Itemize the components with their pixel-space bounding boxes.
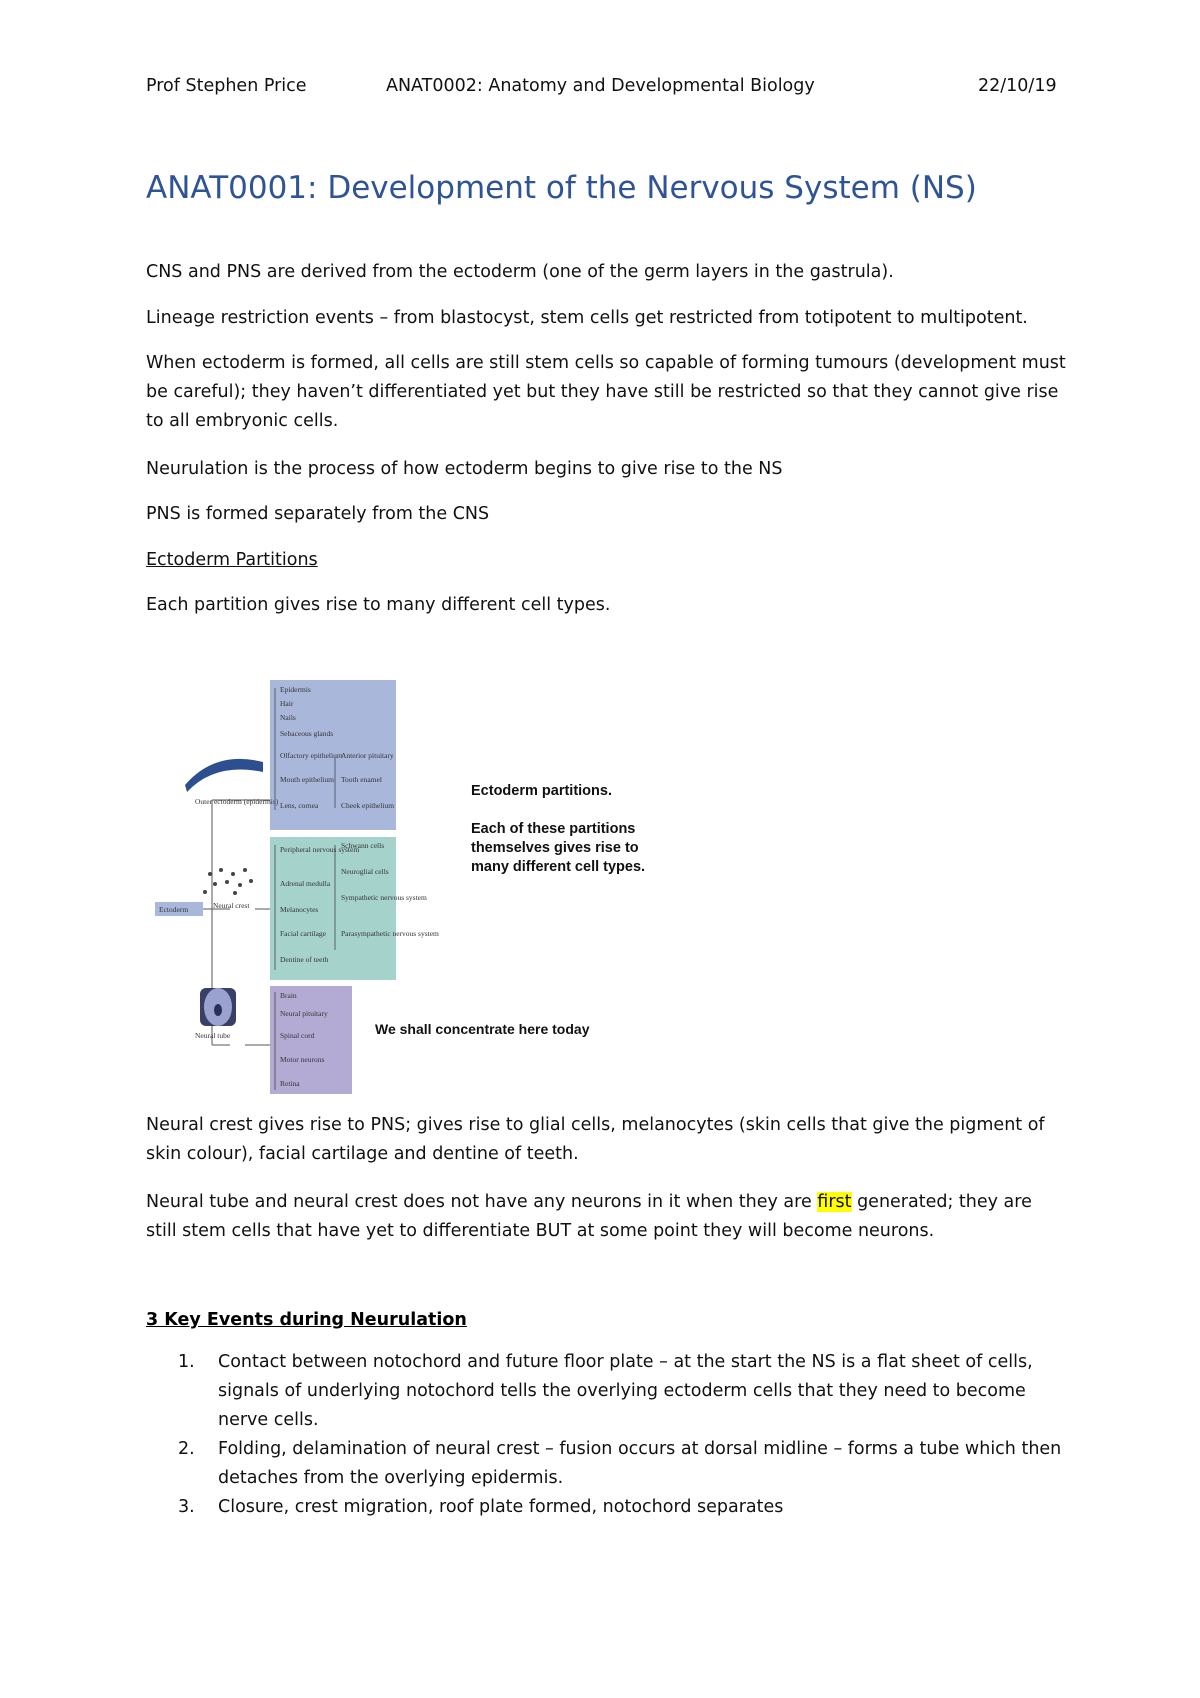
crest-sub-item: Parasympathetic nervous system (341, 929, 439, 938)
crest-item: Adrenal medulla (280, 879, 331, 888)
paragraph-pns-formed: PNS is formed separately from the CNS (146, 504, 490, 524)
outer-sub-item: Cheek epithelium (341, 801, 395, 810)
root-label: Ectoderm (159, 905, 189, 914)
outer-item: Mouth epithelium (280, 775, 334, 784)
list-text: Folding, delamination of neural crest – fusion occurs at dorsal midline – forms a tube which then detaches from the overlying epidermis. (218, 1439, 1062, 1488)
outer-sub-item: Anterior pituitary (341, 751, 394, 760)
outer-item: Lens, cornea (280, 801, 319, 810)
list-number: 2. (178, 1439, 195, 1459)
outer-item: Epidermis (280, 685, 311, 694)
epidermis-sheet-shape (185, 759, 263, 792)
subheading-ectoderm-partitions: Ectoderm Partitions (146, 550, 318, 570)
paragraph-partitions: Each partition gives rise to many different cell types. (146, 595, 611, 615)
figure-caption-body: Each of these partitions themselves gives rise to many different cell types. (471, 821, 646, 875)
outer-item: Olfactory epithelium (280, 751, 343, 760)
list-text: Contact between notochord and future floor plate – at the start the NS is a flat sheet of cells, signals of underlying notochord tells the overlying ectoderm cells that they need to become nerve cells. (218, 1352, 1033, 1430)
paragraph-neural-crest: Neural crest gives rise to PNS; gives rise to glial cells, melanocytes (skin cells that give the pigment of skin colour), facial cartilage and dentine of teeth. (146, 1115, 1045, 1164)
list-text: Closure, crest migration, roof plate formed, notochord separates (218, 1497, 784, 1517)
outer-sub-item: Tooth enamel (341, 775, 382, 784)
outer-item: Sebaceous glands (280, 729, 334, 738)
numbered-list (146, 1348, 1076, 1522)
neural-tube-box (270, 986, 352, 1094)
tube-item: Retina (280, 1079, 300, 1088)
neural-crest-cells-shape (203, 868, 253, 895)
crest-item: Melanocytes (280, 905, 319, 914)
branch-outer-label: Outer ectoderm (epidermis) (195, 797, 279, 806)
branch-tube-label: Neural tube (195, 1031, 231, 1040)
crest-sub-item: Schwann cells (341, 841, 385, 850)
list-item (146, 1493, 1076, 1522)
list-item (146, 1435, 1076, 1493)
branch-crest-label: Neural crest (213, 901, 250, 910)
list-number: 3. (178, 1497, 195, 1517)
header-author: Prof Stephen Price (146, 76, 307, 96)
header-date: 22/10/19 (978, 76, 1057, 96)
tube-item: Motor neurons (280, 1055, 325, 1064)
list-number: 1. (178, 1352, 195, 1372)
tube-item: Neural pituitary (280, 1009, 328, 1018)
crest-item: Peripheral nervous system (280, 845, 360, 854)
highlighted-word: first (817, 1192, 852, 1212)
paragraph-lineage: Lineage restriction events – from blastocyst, stem cells get restricted from totipotent to multipotent. (146, 308, 1028, 328)
neural-tube-text-b: generated; they are still stem cells that have yet to differentiate BUT at some point they will become neurons. (146, 1192, 1032, 1241)
outer-item: Nails (280, 713, 296, 722)
paragraph-ectoderm: When ectoderm is formed, all cells are still stem cells so capable of forming tumours (development must be careful); they haven’t differentiated yet but they have still be restricted so that they cannot give rise to all embryonic cells. (146, 353, 1066, 431)
figure-note-today: We shall concentrate here today (375, 1021, 590, 1037)
tube-item: Spinal cord (280, 1031, 315, 1040)
list-item (146, 1348, 1076, 1435)
neural-tube-shape (200, 988, 236, 1026)
figure-caption-title: Ectoderm partitions. (471, 783, 612, 799)
ectoderm-partitions-figure (155, 680, 715, 1095)
crest-item: Dentine of teeth (280, 955, 329, 964)
outer-item: Hair (280, 699, 294, 708)
tube-item: Brain (280, 991, 297, 1000)
crest-sub-item: Neuroglial cells (341, 867, 389, 876)
paragraph-neural-tube (146, 1188, 1066, 1246)
page-title: ANAT0001: Development of the Nervous System (NS) (146, 170, 977, 206)
paragraph-cns-pns: CNS and PNS are derived from the ectoderm (one of the germ layers in the gastrula). (146, 262, 894, 282)
section-heading: 3 Key Events during Neurulation (146, 1310, 467, 1330)
paragraph-neurulation: Neurulation is the process of how ectoderm begins to give rise to the NS (146, 459, 783, 479)
crest-sub-item: Sympathetic nervous system (341, 893, 427, 902)
neural-tube-text-a: Neural tube and neural crest does not have any neurons in it when they are (146, 1192, 818, 1212)
crest-item: Facial cartilage (280, 929, 327, 938)
header-course: ANAT0002: Anatomy and Developmental Biology (386, 76, 815, 96)
